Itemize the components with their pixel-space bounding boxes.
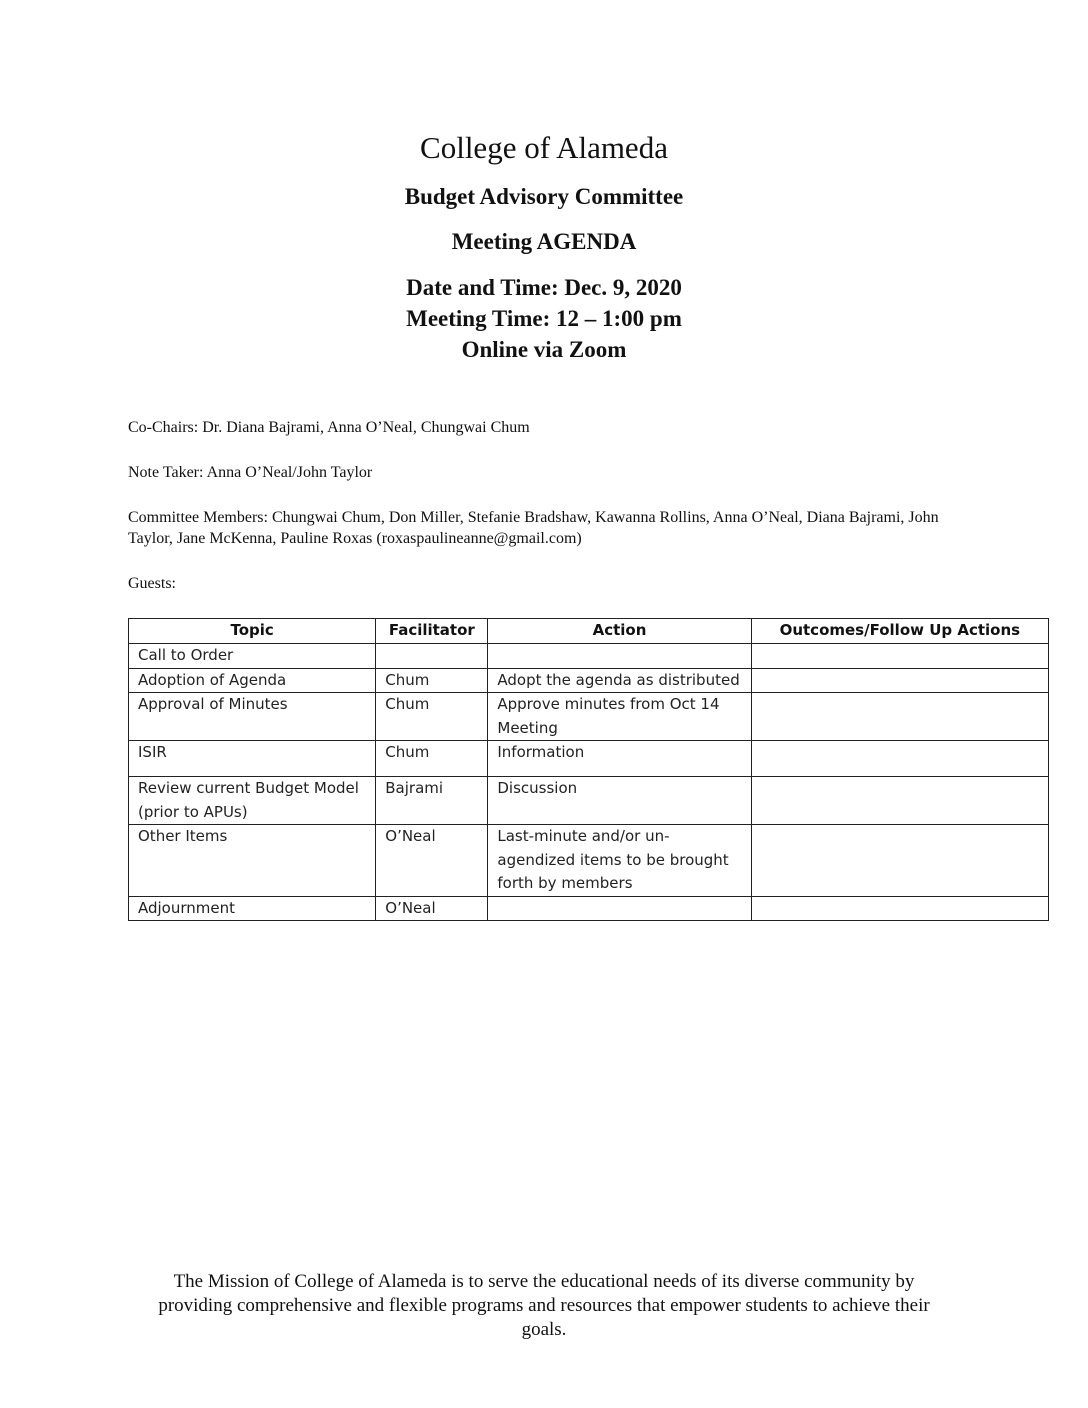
committee-name: Budget Advisory Committee: [404, 184, 684, 209]
outcome-cell: [751, 825, 1048, 897]
topic-cell: Call to Order: [129, 644, 376, 669]
topic-cell: ISIR: [129, 741, 376, 777]
outcome-cell: [751, 644, 1048, 669]
meeting-details: [0, 272, 1088, 365]
topic-cell: Approval of Minutes: [129, 693, 376, 741]
guests: Guests:: [128, 575, 176, 592]
table-row: [129, 896, 1049, 921]
meeting-time: Meeting Time: 12 – 1:00 pm: [406, 306, 682, 331]
table-row: [129, 825, 1049, 897]
action-cell: Approve minutes from Oct 14 Meeting: [488, 693, 751, 741]
table-header-row: [129, 619, 1049, 644]
action-cell: Adopt the agenda as distributed: [488, 668, 751, 693]
co-chairs: Co-Chairs: Dr. Diana Bajrami, Anna O’Neal, Chungwai Chum: [128, 419, 530, 436]
meeting-location: Online via Zoom: [461, 337, 627, 362]
table-row: [129, 668, 1049, 693]
facilitator-cell: O’Neal: [376, 896, 488, 921]
note-taker: Note Taker: Anna O’Neal/John Taylor: [128, 464, 373, 481]
table-row: [129, 644, 1049, 669]
facilitator-cell: Chum: [376, 693, 488, 741]
outcome-cell: [751, 896, 1048, 921]
facilitator-cell: [376, 644, 488, 669]
mission-statement: [0, 1270, 1088, 1342]
table-row: [129, 693, 1049, 741]
committee-members: Committee Members: Chungwai Chum, Don Miller, Stefanie Bradshaw, Kawanna Rollins, Anna O’Neal, Diana Bajrami, John Taylor, Jane McKenna, Pauline Roxas (roxaspaulineanne@gmail.com): [128, 509, 939, 547]
topic-cell: Review current Budget Model (prior to APUs): [129, 777, 376, 825]
outcome-cell: [751, 668, 1048, 693]
facilitator-cell: Bajrami: [376, 777, 488, 825]
action-cell: [488, 896, 751, 921]
facilitator-cell: Chum: [376, 741, 488, 777]
outcome-cell: [751, 777, 1048, 825]
action-cell: Information: [488, 741, 751, 777]
header-action: Action: [488, 619, 751, 644]
action-cell: [488, 644, 751, 669]
college-name: College of Alameda: [420, 130, 668, 165]
agenda-table: [128, 618, 1049, 921]
table-row: [129, 741, 1049, 777]
action-cell: Last-minute and/or un-agendized items to be brought forth by members: [488, 825, 751, 897]
mission-text: The Mission of College of Alameda is to serve the educational needs of its diverse community by providing comprehensive and flexible programs and resources that empower students to achieve their goals.: [158, 1271, 930, 1340]
topic-cell: Adjournment: [129, 896, 376, 921]
outcome-cell: [751, 693, 1048, 741]
header-topic: Topic: [129, 619, 376, 644]
header-facilitator: Facilitator: [376, 619, 488, 644]
topic-cell: Other Items: [129, 825, 376, 897]
outcome-cell: [751, 741, 1048, 777]
table-row: [129, 777, 1049, 825]
topic-cell: Adoption of Agenda: [129, 668, 376, 693]
header-outcomes: Outcomes/Follow Up Actions: [751, 619, 1048, 644]
document-title: Meeting AGENDA: [451, 229, 637, 254]
facilitator-cell: Chum: [376, 668, 488, 693]
facilitator-cell: O’Neal: [376, 825, 488, 897]
meeting-date: Date and Time: Dec. 9, 2020: [406, 275, 682, 300]
action-cell: Discussion: [488, 777, 751, 825]
